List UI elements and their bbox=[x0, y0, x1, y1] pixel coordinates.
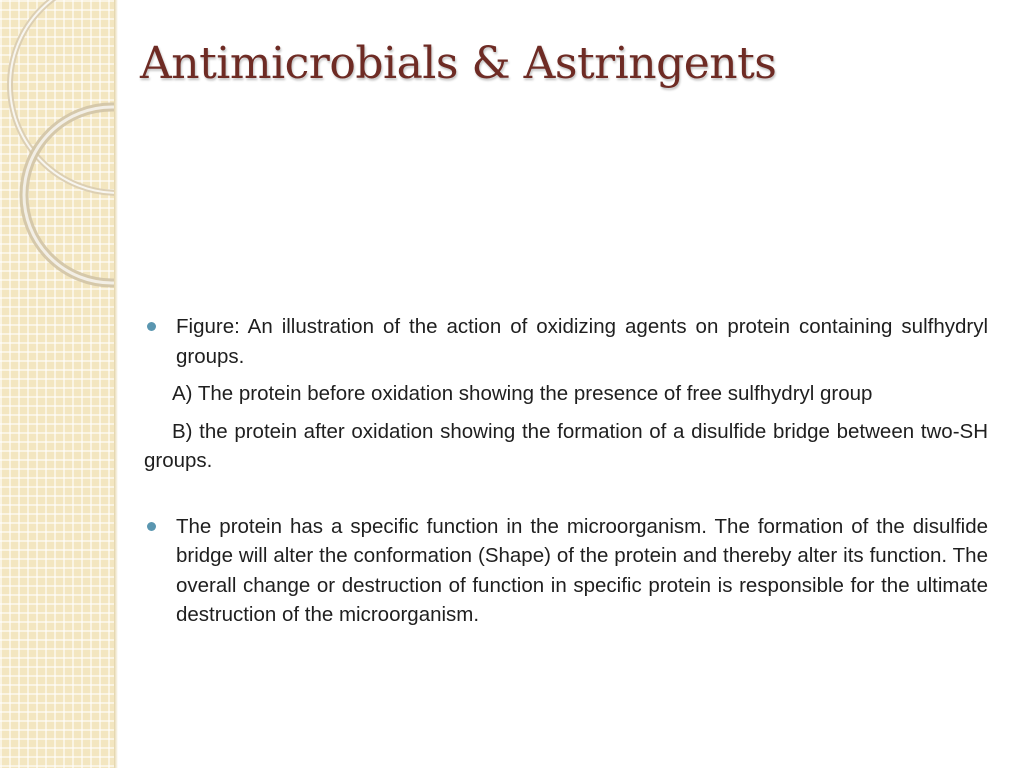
bullet-dot-icon bbox=[147, 522, 156, 531]
sidebar-edge bbox=[114, 0, 118, 768]
decorative-sidebar bbox=[0, 0, 114, 768]
sub-item-b: B) the protein after oxidation showing the formation of a disulfide bridge between two-SH groups. bbox=[144, 419, 988, 472]
bullet-dot-icon bbox=[147, 322, 156, 331]
bullet-text: The protein has a specific function in the microorganism. The formation of the disulfide bridge will alter the conformation (Shape) of the protein and thereby alter its function. The overall change or destruction of function in specific protein is responsible for the ultimate destruction of the microorganism. bbox=[176, 514, 988, 626]
decorative-rings-icon bbox=[0, 0, 114, 768]
sub-item-a: A) The protein before oxidation showing the presence of free sulfhydryl group bbox=[172, 382, 873, 405]
slide-content bbox=[144, 312, 988, 630]
bullet-item-function bbox=[144, 512, 988, 630]
bullet-text: Figure: An illustration of the action of oxidizing agents on protein containing sulfhydryl groups. bbox=[176, 315, 988, 368]
slide-title: Antimicrobials & Astringents bbox=[140, 38, 777, 89]
bullet-item-figure bbox=[144, 312, 988, 371]
spacer bbox=[144, 476, 988, 512]
